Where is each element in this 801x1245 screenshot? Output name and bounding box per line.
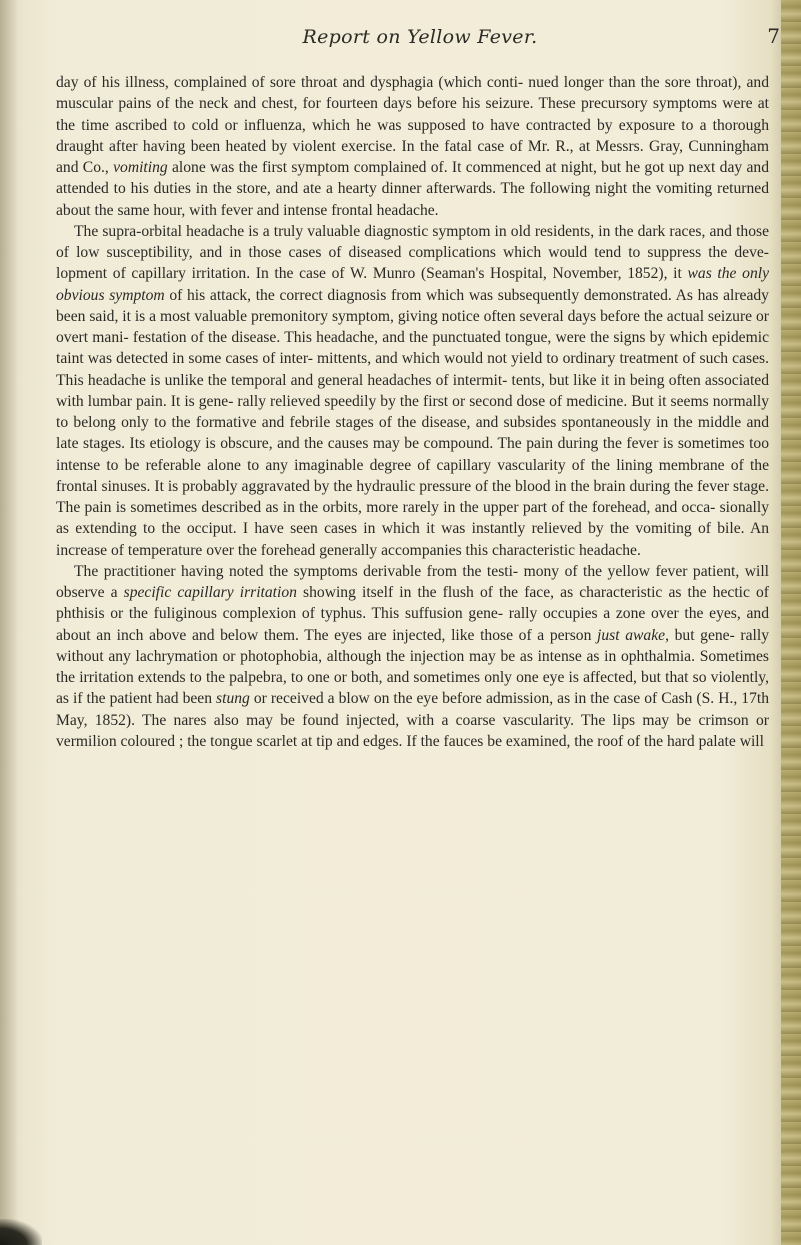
gutter-shadow — [0, 0, 18, 1245]
text-run: or received a blow on the eye before admission, as in the case of Cash (S. H., 17th May, 1852). The nares also may be found injected, with a coarse vascularity. The lips may be crimson or vermilion coloured ; the tongue scarlet at tip and edges. If the fauces be examined, the roof of the hard palate will — [56, 690, 769, 750]
paragraph-1 — [56, 72, 769, 221]
text-run: , but gene- rally without any lachrymation or photophobia, although the injection may be as intense as in ophthalmia. Sometimes the irritation extends to the palpebra, to one or both, and sometimes only one eye is affected, but that so violently, as if the patient had been — [56, 626, 769, 708]
text-run: alone was the first symptom complained of. It commenced at night, but he got up next day and attended to his duties in the store, and ate a hearty dinner afterwards. The following night the vomiting returned about the same hour, with fever and intense frontal headache. — [56, 159, 769, 219]
text-run: The practitioner having noted the symptoms derivable from the testi- mony of the yellow fever patient, will observe a — [56, 562, 769, 601]
italic-run: vomiting — [113, 159, 168, 176]
running-title: Report on Yellow Fever. — [302, 26, 538, 48]
page-edge-stain — [781, 0, 801, 1245]
body-text — [56, 72, 769, 752]
paragraph-3 — [56, 561, 769, 752]
running-head — [60, 26, 780, 52]
scan-artifact — [0, 1219, 42, 1245]
italic-run: was the only obvious symptom — [56, 265, 769, 304]
italic-run: just awake — [597, 626, 666, 644]
page-number: 7 — [767, 24, 780, 48]
text-run: The supra-orbital headache is a truly valuable diagnostic symptom in old residents, in the dark races, and those of low susceptibility, and in those cases of diseased complications which would tend to suppress the deve- lopment of capillary irritation. In the case of W. Munro (Seaman's Hospital, November, 1852), it — [56, 222, 769, 283]
text-run: showing itself in the flush of the face, as characteristic as the hectic of phthisis or the fuliginous complexion of typhus. This suffusion gene- rally occupies a zone over the eyes, and about an inch above and below them. The eyes are injected, like those of a person — [56, 584, 769, 644]
text-run: of his attack, the correct diagnosis from which was subsequently demonstrated. As has already been said, it is a most valuable premonitory symptom, giving notice often several days before the actual seizure or overt mani- festation of the disease. This headache, and the punctuated tongue, were the signs by which epidemic taint was detected in some cases of inter- mittents, and which would not yield to ordinary treatment of such cases. This headache is unlike the temporal and general headaches of intermit- tents, but like it in being often associated with lumbar pain. It is gene- rally relieved speedily by the first or second dose of medicine. But it seems normally to belong only to the formative and febrile stages of the disease, and subsides spontaneously in the middle and late stages. Its etiology is obscure, and the causes may be compound. The pain during the fever is sometimes too intense to be referable alone to any imaginable degree of capillary vascularity of the lining membrane of the frontal sinuses. It is probably aggravated by the hydraulic pressure of the blood in the brain during the fever stage. The pain is sometimes described as in the orbits, more rarely in the upper part of the forehead, and occa- sionally as extending to the occiput. I have seen cases in which it was instantly relieved by the vomiting of bile. An increase of temperature over the forehead generally accompanies this characteristic headache. — [56, 286, 769, 559]
italic-run: specific capillary irritation — [123, 584, 297, 601]
paragraph-2 — [56, 221, 769, 561]
italic-run: stung — [216, 690, 250, 708]
text-run: day of his illness, complained of sore throat and dysphagia (which conti- nued longer than the sore throat), and muscular pains of the neck and chest, for fourteen days before his seizure. These precursory symptoms were at the time ascribed to cold or influenza, which he was supposed to have contracted by exposure to a thorough draught after having been heated by violent exercise. In the fatal case of Mr. R., at Messrs. Gray, Cunningham and Co., — [56, 74, 769, 176]
